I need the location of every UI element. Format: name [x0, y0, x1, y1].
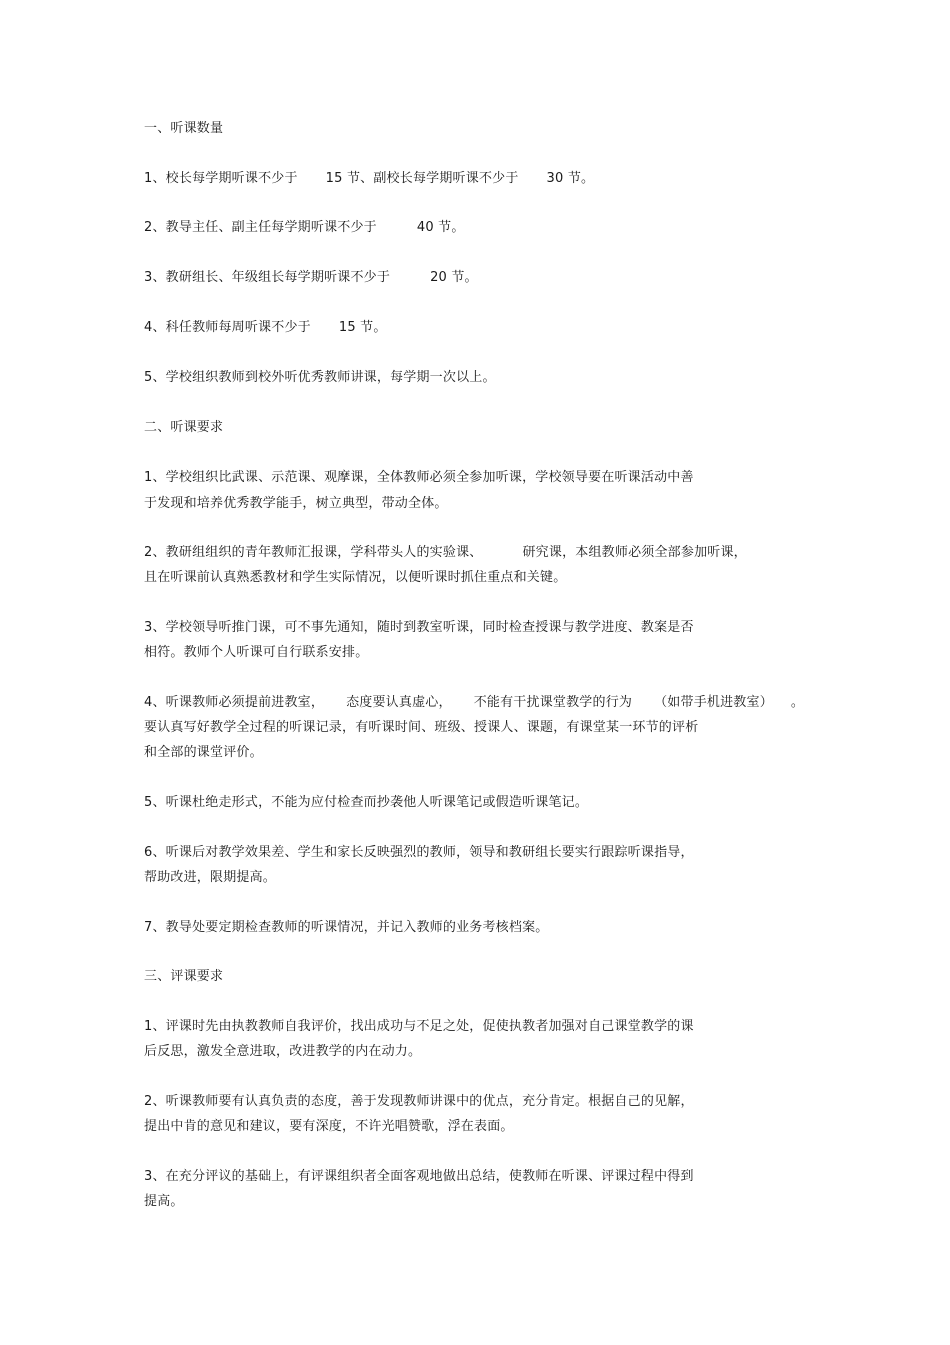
- text-segment: 2、教导主任、副主任每学期听课不少于: [144, 220, 377, 235]
- section-heading-2: 二、听课要求: [144, 420, 224, 435]
- text-segment: 1、校长每学期听课不少于: [144, 171, 298, 186]
- text-segment: 4、听课教师必须提前进教室，: [144, 695, 325, 710]
- paragraph-1-3: [144, 270, 478, 286]
- paragraph-2-2-line-2: 且在听课前认真熟悉教材和学生实际情况，以便听课时抓住重点和关键。: [144, 570, 567, 585]
- paragraph-1-1: [144, 171, 594, 187]
- text-segment: 。: [790, 695, 805, 710]
- text-segment: 4、科任教师每周听课不少于: [144, 320, 311, 335]
- paragraph-2-3-line-2: 相符。教师个人听课可自行联系安排。: [144, 645, 369, 660]
- paragraph-2-4-line-2: 要认真写好教学全过程的听课记录，有听课时间、班级、授课人、课题，有课堂某一环节的评析: [144, 720, 699, 735]
- paragraph-1-4: [144, 320, 387, 336]
- paragraph-2-5: 5、听课杜绝走形式，不能为应付检查而抄袭他人听课笔记或假造听课笔记。: [144, 795, 589, 810]
- paragraph-1-5: 5、学校组织教师到校外听优秀教师讲课，每学期一次以上。: [144, 370, 496, 385]
- paragraph-2-4-line-3: 和全部的课堂评价。: [144, 745, 263, 760]
- paragraph-3-1-line-1: 1、评课时先由执教教师自我评价，找出成功与不足之处，促使执教者加强对自己课堂教学的课: [144, 1019, 694, 1034]
- text-segment: 不能有干扰课堂教学的行为: [473, 695, 633, 710]
- paragraph-3-3-line-2: 提高。: [144, 1194, 184, 1209]
- text-segment: 30 节。: [546, 171, 595, 186]
- paragraph-3-3-line-1: 3、在充分评议的基础上，有评课组织者全面客观地做出总结，使教师在听课、评课过程中得到: [144, 1169, 694, 1184]
- text-segment: （如带手机进教室）: [654, 695, 773, 710]
- text-segment: 20 节。: [430, 270, 478, 285]
- text-segment: 态度要认真虚心，: [346, 695, 452, 710]
- paragraph-1-2: [144, 220, 465, 236]
- paragraph-2-6-line-1: 6、听课后对教学效果差、学生和家长反映强烈的教师，领导和教研组长要实行跟踪听课指导，: [144, 845, 694, 860]
- paragraph-3-1-line-2: 后反思，激发全意进取，改进教学的内在动力。: [144, 1044, 422, 1059]
- paragraph-2-3-line-1: 3、学校领导听推门课，可不事先通知，随时到教室听课，同时检查授课与教学进度、教案是否: [144, 620, 694, 635]
- section-heading-3: 三、评课要求: [144, 969, 224, 984]
- text-segment: 40 节。: [416, 220, 465, 235]
- paragraph-3-2-line-2: 提出中肯的意见和建议，要有深度，不许光唱赞歌，浮在表面。: [144, 1119, 514, 1134]
- paragraph-2-6-line-2: 帮助改进，限期提高。: [144, 870, 277, 885]
- paragraph-2-4-line-1: [144, 695, 804, 711]
- text-segment: 15 节。: [338, 320, 387, 335]
- section-heading-1: 一、听课数量: [144, 121, 224, 136]
- paragraph-2-2-line-1: [144, 545, 747, 561]
- text-segment: 研究课，本组教师必须全部参加听课，: [522, 545, 747, 560]
- paragraph-3-2-line-1: 2、听课教师要有认真负责的态度，善于发现教师讲课中的优点，充分肯定。根据自己的见解，: [144, 1094, 694, 1109]
- text-segment: 3、教研组长、年级组长每学期听课不少于: [144, 270, 391, 285]
- paragraph-2-7: 7、教导处要定期检查教师的听课情况，并记入教师的业务考核档案。: [144, 920, 549, 935]
- paragraph-2-1-line-2: 于发现和培养优秀教学能手，树立典型，带动全体。: [144, 496, 448, 511]
- paragraph-2-1-line-1: 1、学校组织比武课、示范课、观摩课，全体教师必须全参加听课，学校领导要在听课活动中善: [144, 470, 694, 485]
- text-segment: 15 节、副校长每学期听课不少于: [325, 171, 519, 186]
- text-segment: 2、教研组组织的青年教师汇报课，学科带头人的实验课、: [144, 545, 483, 560]
